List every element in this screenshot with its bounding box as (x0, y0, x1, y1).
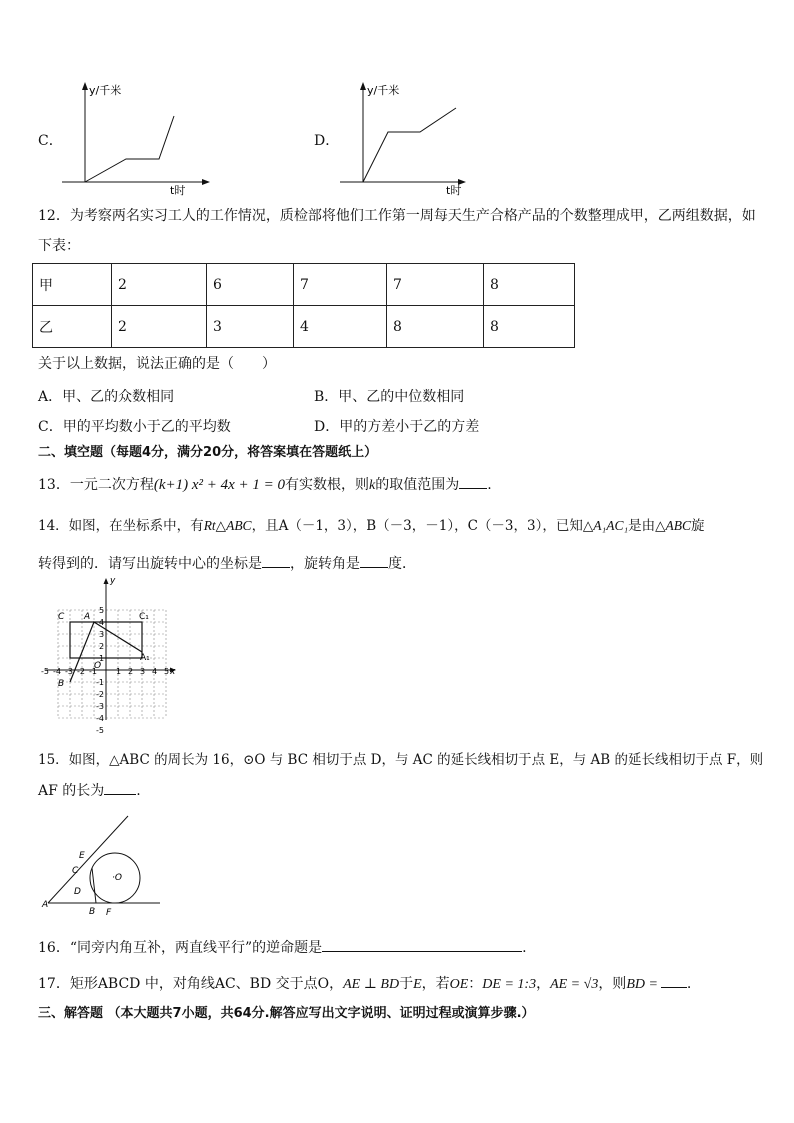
graph-c-y-label: y/千米 (89, 84, 122, 97)
q16-end: . (522, 940, 527, 956)
table-cell: 乙 (33, 306, 112, 348)
q14-origin-label: O (94, 661, 102, 671)
q15-answer-blank[interactable] (104, 780, 136, 795)
q15-text-line1: 15．如图，△ABC 的周长为 16，⊙O 与 BC 相切于点 D，与 AC 的延长线相切于点 E，与 AB 的延长线相切于点 F，则 (38, 752, 764, 768)
q17-math-6: BD = (626, 977, 658, 992)
y-tick-label: -1 (96, 678, 104, 687)
q17-math-5: AE = √3 (550, 977, 599, 992)
x-tick-label: 5 (164, 667, 170, 676)
table-cell: 7 (294, 264, 387, 306)
q14-x-axis-label: x (170, 667, 176, 677)
q16-text (38, 937, 527, 958)
q15-point-e: E (79, 851, 85, 861)
q16-answer-blank[interactable] (322, 937, 522, 952)
y-tick-label: 3 (99, 630, 105, 639)
q12-option-a: A．甲、乙的众数相同 (38, 389, 175, 405)
table-row (33, 264, 575, 306)
q17-text (38, 973, 691, 995)
q12-text-line1: 12．为考察两名实习工人的工作情况，质检部将他们工作第一周每天生产合格产品的个数整理成甲，乙两组数据，如 (38, 208, 756, 224)
y-tick-label: 5 (99, 606, 105, 615)
section-2-heading: 二、填空题（每题4分，满分20分，将答案填在答题纸上） (38, 445, 378, 460)
q16-statement: 16．“同旁内角互补，两直线平行”的逆命题是 (38, 940, 323, 956)
q14-part-a: 14．如图，在坐标系中，有 (38, 518, 204, 534)
q13-middle: 有实数根，则 (285, 477, 370, 493)
q15-point-d: D (74, 887, 81, 897)
q17-part-d: ： (468, 976, 483, 992)
q13-suffix: 的取值范围为 (375, 477, 460, 493)
q14-part-g: 度． (388, 556, 416, 572)
q12-text-line2: 下表： (38, 238, 80, 254)
section-3-heading: 三、解答题 （本大题共7小题，共64分.解答应写出文字说明、证明过程或演算步骤.） (38, 1006, 535, 1021)
q15-center-o: ·O (112, 873, 122, 883)
table-cell: 2 (112, 306, 207, 348)
q12-option-b: B．甲、乙的中位数相同 (314, 389, 465, 405)
x-tick-label: -5 (41, 667, 49, 676)
q15-point-c: C (72, 866, 79, 876)
q15-point-f: F (106, 908, 112, 918)
q17-part-e: ， (536, 976, 551, 992)
q14-center-blank[interactable] (262, 553, 290, 568)
q14-point-a1: A₁ (140, 653, 150, 663)
x-tick-label: 2 (128, 667, 134, 676)
q14-part-f: ，旋转角是 (290, 556, 360, 572)
q17-answer-blank[interactable] (661, 973, 687, 988)
q13-text (38, 474, 492, 496)
q14-rt-triangle: Rt△ABC (203, 518, 252, 533)
q17-math-3: OE (449, 977, 469, 992)
q14-part-c: 是由 (628, 518, 656, 534)
q13-answer-blank[interactable] (459, 474, 487, 489)
y-tick-label: -5 (96, 726, 104, 735)
q14-triangle-1: △A₁AC₁ (582, 518, 629, 533)
q14-y-axis-label: y (110, 576, 116, 586)
graph-d-y-label: y/千米 (367, 84, 400, 97)
q17-end: . (686, 976, 692, 992)
q14-angle-blank[interactable] (360, 553, 388, 568)
q15-end: . (136, 783, 141, 799)
q14-point-c1: C₁ (139, 612, 149, 622)
option-d-label: D． (314, 133, 340, 149)
q12-option-d: D．甲的方差小于乙的方差 (314, 419, 480, 435)
q14-text-line2 (38, 553, 416, 574)
q14-triangle-2: △ABC (655, 518, 692, 533)
q12-data-table (32, 263, 575, 348)
y-tick-label: 1 (99, 654, 105, 663)
q14-point-b: B (58, 679, 65, 689)
graph-option-d (336, 80, 506, 198)
graph-d-x-label: t时 (446, 184, 462, 197)
q17-math-2: E (413, 977, 422, 992)
q15-point-b: B (89, 907, 96, 917)
q13-prefix: 13．一元二次方程 (38, 477, 154, 493)
q14-grid (58, 610, 166, 718)
q17-part-a: 17．矩形ABCD 中，对角线AC、BD 交于点O， (38, 976, 344, 992)
x-tick-label: -1 (89, 667, 97, 676)
table-cell: 4 (294, 306, 387, 348)
q15-text-line2 (38, 780, 141, 801)
table-cell: 3 (207, 306, 294, 348)
q13-end: . (487, 477, 492, 493)
table-cell: 8 (387, 306, 484, 348)
y-tick-label: -3 (96, 702, 104, 711)
q15-point-a: A (42, 900, 49, 910)
graph-c-x-label: t时 (170, 184, 186, 197)
table-cell: 甲 (33, 264, 112, 306)
x-tick-label: -3 (65, 667, 73, 676)
q14-text-line1 (38, 516, 705, 536)
q14-part-e: 转得到的．请写出旋转中心的坐标是 (38, 556, 262, 572)
q17-math-1: AE ⊥ BD (343, 977, 400, 992)
q17-part-b: 于 (399, 976, 414, 992)
q17-part-f: ，则 (598, 976, 627, 992)
table-row (33, 306, 575, 348)
q14-part-b: ，且A（－1，3），B（－3，－1），C（－3，3），已知 (251, 518, 583, 534)
q17-math-4: DE = 1:3 (482, 977, 537, 992)
q13-equation: (k+1) x² + 4x + 1 = 0 (153, 477, 286, 493)
q15-circle-figure (36, 812, 166, 920)
graph-option-c (58, 80, 228, 198)
x-tick-label: -2 (77, 667, 85, 676)
q12-question: 关于以上数据，说法正确的是（ ） (38, 356, 276, 372)
y-tick-label: 2 (99, 642, 105, 651)
y-tick-label: -2 (96, 690, 104, 699)
q14-part-d: 旋 (691, 518, 705, 534)
y-tick-label: -4 (96, 714, 104, 723)
x-tick-label: 3 (140, 667, 146, 676)
table-cell: 6 (207, 264, 294, 306)
q14-point-a: A (84, 612, 91, 622)
y-tick-label: 4 (99, 618, 105, 627)
q15-part-a: AF 的长为 (38, 783, 105, 799)
q17-part-c: ，若 (421, 976, 450, 992)
x-tick-label: 1 (116, 667, 122, 676)
table-cell: 8 (484, 306, 575, 348)
x-tick-label: -4 (53, 667, 61, 676)
table-cell: 7 (387, 264, 484, 306)
table-cell: 8 (484, 264, 575, 306)
q13-var: k (369, 478, 376, 493)
q14-point-c: C (58, 612, 65, 622)
q12-option-c: C．甲的平均数小于乙的平均数 (38, 419, 231, 435)
q14-coordinate-graph (32, 574, 182, 735)
option-c-label: C． (38, 133, 63, 149)
x-tick-label: 4 (152, 667, 158, 676)
table-cell: 2 (112, 264, 207, 306)
